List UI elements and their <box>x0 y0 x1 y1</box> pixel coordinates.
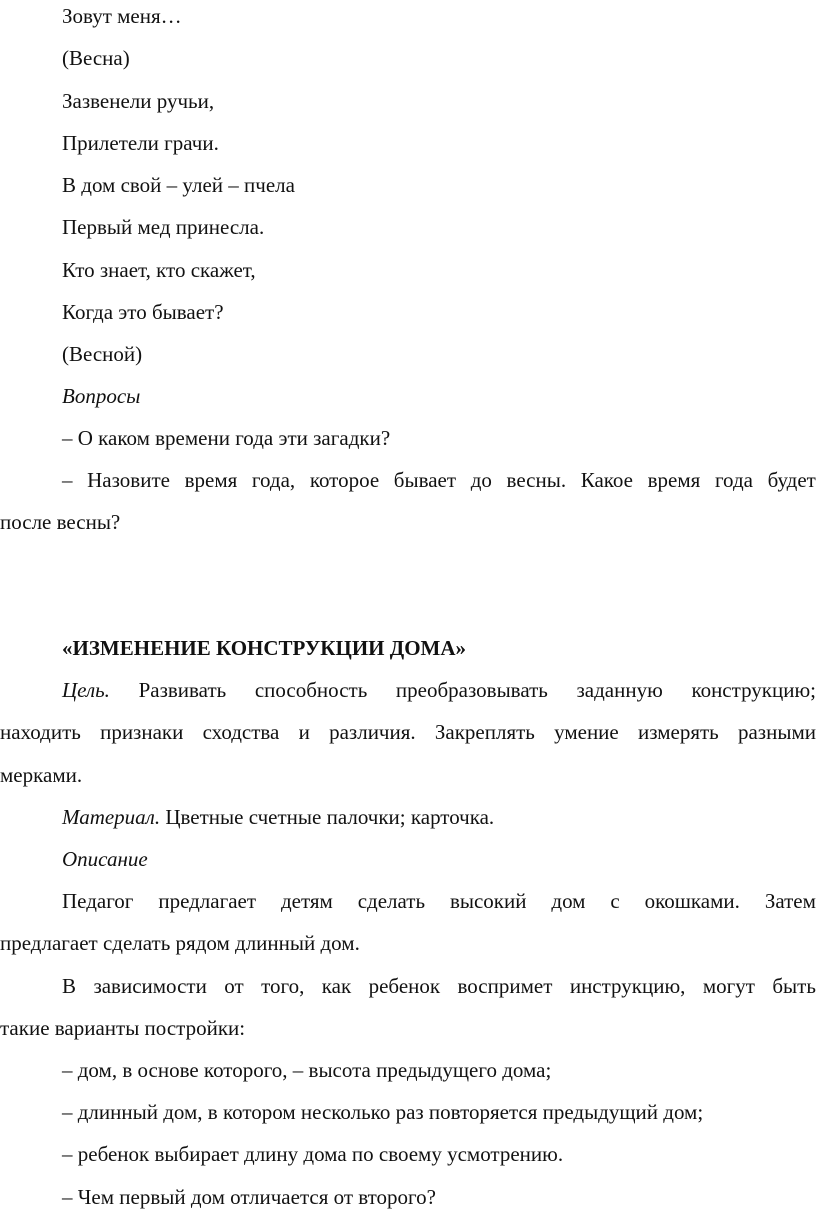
paragraph-1-line-1 <box>62 888 816 914</box>
word: года <box>714 468 753 492</box>
questions-heading: Вопросы <box>62 384 141 408</box>
word: предлагает <box>158 889 257 913</box>
word: высокий <box>449 889 527 913</box>
word: которое <box>309 468 380 492</box>
riddle-answer-2: (Весной) <box>62 342 143 366</box>
word: конструкцию; <box>691 678 816 702</box>
word: того, <box>261 974 305 998</box>
goal-label: Цель. <box>62 678 110 702</box>
paragraph-2-line-2: такие варианты постройки: <box>0 1016 246 1040</box>
material-line <box>62 804 494 830</box>
word: время <box>647 468 701 492</box>
word: бывает <box>393 468 457 492</box>
word: детям <box>280 889 333 913</box>
material-label: Материал. <box>62 805 161 829</box>
word: В <box>62 974 77 998</box>
question-1: – О каком времени года эти загадки? <box>62 426 391 450</box>
word: измерять <box>637 720 719 744</box>
variant-3: – ребенок выбирает длину дома по своему усмотрению. <box>62 1142 564 1166</box>
word: способность <box>254 678 368 702</box>
paragraph-1-line-2: предлагает сделать рядом длинный дом. <box>0 931 360 955</box>
word: от <box>224 974 244 998</box>
word: и <box>298 720 310 744</box>
word: преобразовывать <box>395 678 548 702</box>
word: умение <box>554 720 619 744</box>
word: разными <box>737 720 816 744</box>
variant-1: – дом, в основе которого, – высота предыдущего дома; <box>62 1058 552 1082</box>
goal-line-2 <box>0 719 816 745</box>
variant-2: – длинный дом, в котором несколько раз повторяется предыдущий дом; <box>62 1100 704 1124</box>
goal-line-3: мерками. <box>0 763 83 787</box>
material-text: Цветные счетные палочки; карточка. <box>160 805 495 829</box>
word: Назовите <box>87 468 170 492</box>
riddle-line-4: Прилетели грачи. <box>62 131 219 155</box>
word: находить <box>0 720 81 744</box>
word: могут <box>702 974 755 998</box>
word: воспримет <box>457 974 553 998</box>
word: ребенок <box>368 974 441 998</box>
word: Закреплять <box>434 720 535 744</box>
word: Какое <box>580 468 633 492</box>
question-2-line-2: после весны? <box>0 510 121 534</box>
riddle-line-6: Первый мед принесла. <box>62 215 265 239</box>
word: время <box>184 468 238 492</box>
riddle-line-1: Зовут меня… <box>62 4 182 28</box>
word: быть <box>772 974 816 998</box>
riddle-answer-1: (Весна) <box>62 46 130 70</box>
game-title: «ИЗМЕНЕНИЕ КОНСТРУКЦИИ ДОМА» <box>62 636 467 660</box>
word: Педагог <box>62 889 134 913</box>
word: до <box>470 468 492 492</box>
riddle-line-8: Когда это бывает? <box>62 300 224 324</box>
word: Развивать <box>138 678 227 702</box>
goal-line-1 <box>62 677 816 703</box>
final-question: – Чем первый дом отличается от второго? <box>62 1185 436 1209</box>
question-2-line-1 <box>62 467 816 493</box>
word: сделать <box>357 889 426 913</box>
word: признаки <box>100 720 184 744</box>
riddle-line-7: Кто знает, кто скажет, <box>62 258 256 282</box>
riddle-line-3: Зазвенели ручьи, <box>62 89 215 113</box>
word: Затем <box>764 889 816 913</box>
word: как <box>321 974 352 998</box>
word: дом <box>551 889 586 913</box>
word: – <box>62 468 73 492</box>
word: инструкцию, <box>569 974 686 998</box>
word: окошками. <box>644 889 740 913</box>
word: зависимости <box>93 974 207 998</box>
riddle-line-5: В дом свой – улей – пчела <box>62 173 295 197</box>
description-heading: Описание <box>62 847 148 871</box>
word: с <box>610 889 620 913</box>
word: будет <box>767 468 816 492</box>
word: заданную <box>576 678 663 702</box>
word: сходства <box>202 720 280 744</box>
word: различия. <box>329 720 416 744</box>
word: весны. <box>506 468 567 492</box>
paragraph-2-line-1 <box>62 973 816 999</box>
word: года, <box>251 468 296 492</box>
